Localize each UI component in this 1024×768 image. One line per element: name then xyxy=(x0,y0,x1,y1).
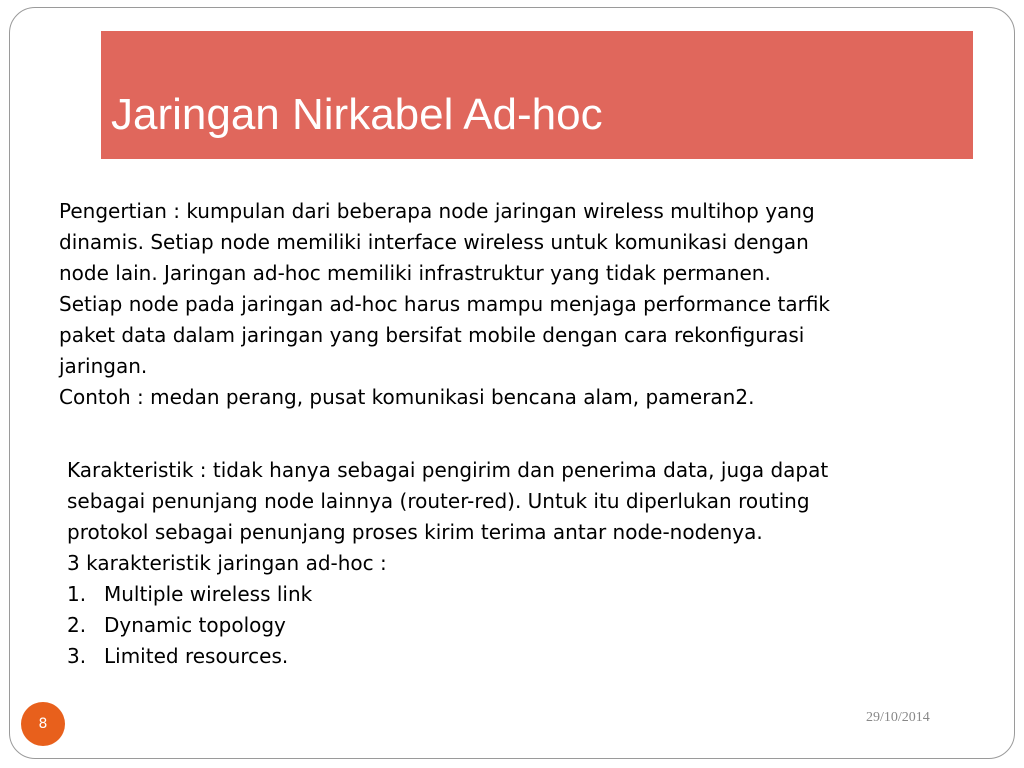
text-line: 3 karakteristik jaringan ad-hoc : xyxy=(67,551,387,575)
list-item-text: Multiple wireless link xyxy=(104,582,313,606)
text-line: Pengertian : kumpulan dari beberapa node jaringan wireless multihop yang xyxy=(59,199,815,223)
text-line: sebagai penunjang node lainnya (router-red). Untuk itu diperlukan routing xyxy=(67,489,810,513)
list-item xyxy=(67,579,987,610)
text-line: Karakteristik : tidak hanya sebagai pengirim dan penerima data, juga dapat xyxy=(67,458,829,482)
text-line: Contoh : medan perang, pusat komunikasi bencana alam, pameran2. xyxy=(59,385,755,409)
list-item-text: Dynamic topology xyxy=(104,613,286,637)
title-bar xyxy=(101,31,973,159)
text-line: jaringan. xyxy=(59,354,148,378)
list-item xyxy=(67,610,987,641)
list-item xyxy=(67,641,987,672)
text-line: dinamis. Setiap node memiliki interface wireless untuk komunikasi dengan xyxy=(59,230,809,254)
definition-paragraph xyxy=(59,196,979,413)
list-item-number: 2. xyxy=(67,613,87,637)
list-item-number: 3. xyxy=(67,644,87,668)
text-line: protokol sebagai penunjang proses kirim terima antar node-nodenya. xyxy=(67,520,763,544)
characteristics-paragraph xyxy=(67,455,987,672)
characteristics-list xyxy=(67,579,987,672)
page-number-badge: 8 xyxy=(21,702,65,746)
text-line: paket data dalam jaringan yang bersifat mobile dengan cara rekonfigurasi xyxy=(59,323,805,347)
list-item-text: Limited resources. xyxy=(104,644,289,668)
list-item-number: 1. xyxy=(67,582,87,606)
slide-title: Jaringan Nirkabel Ad-hoc xyxy=(111,90,603,139)
text-line: node lain. Jaringan ad-hoc memiliki infrastruktur yang tidak permanen. xyxy=(59,261,771,285)
text-line: Setiap node pada jaringan ad-hoc harus mampu menjaga performance tarfik xyxy=(59,292,831,316)
slide-date: 29/10/2014 xyxy=(866,710,930,725)
